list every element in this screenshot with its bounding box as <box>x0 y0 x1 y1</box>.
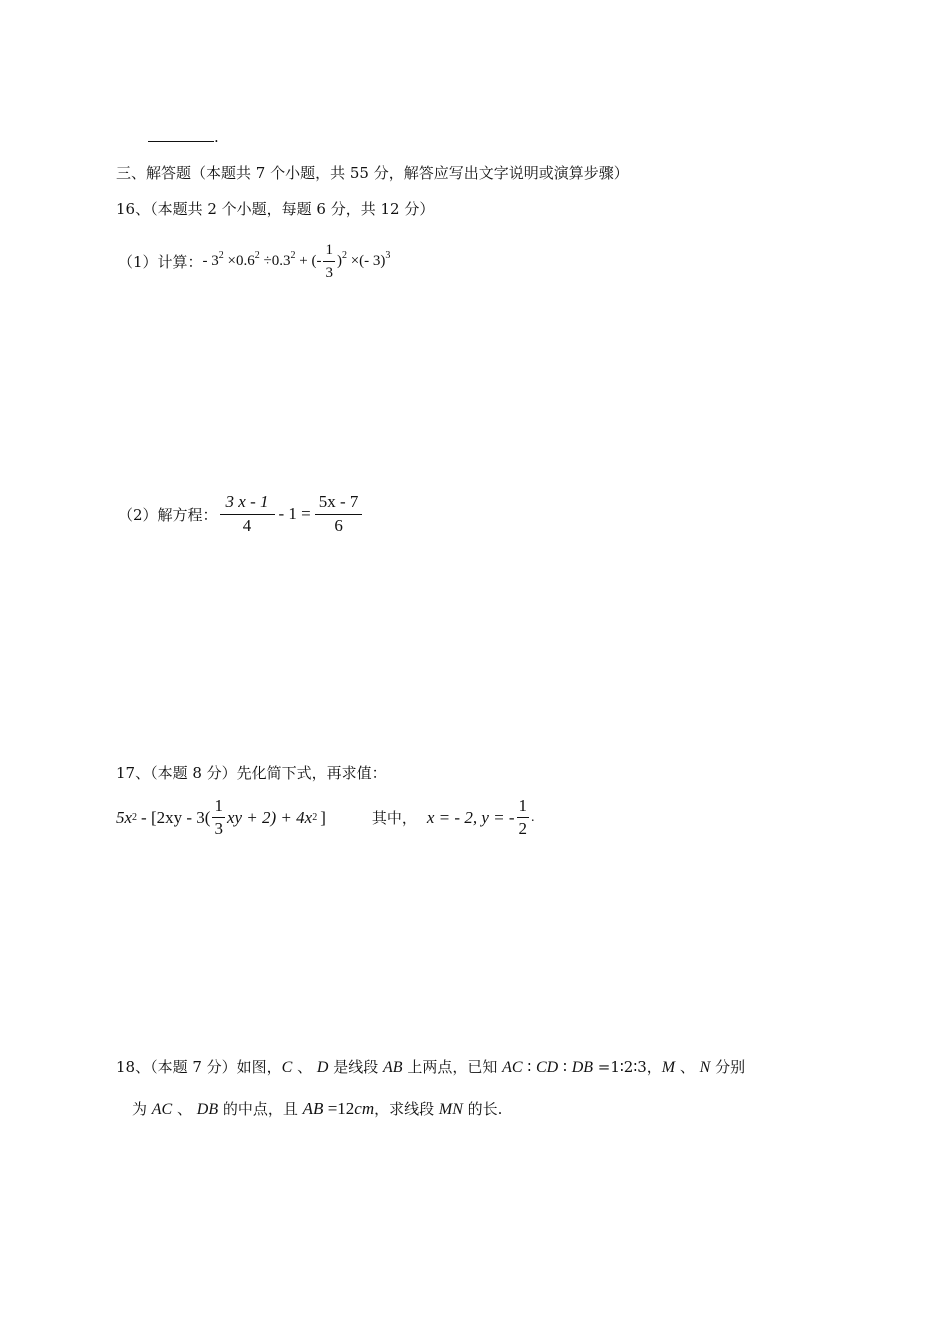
q17-heading: 17、（本题 8 分）先化简下式，再求值： <box>116 764 387 782</box>
q16-part1-expression <box>203 240 391 283</box>
section-heading: 三、解答题（本题共 7 个小题，共 55 分，解答应写出文字说明或演算步骤） <box>116 164 629 182</box>
equation <box>218 492 365 536</box>
segment-mn: MN <box>438 1101 463 1118</box>
fraction-one-third <box>212 796 225 839</box>
exponent: 2 <box>218 249 224 261</box>
fraction-denominator: 3 <box>214 819 223 838</box>
exponent: 2 <box>341 249 347 261</box>
blank-period: . <box>214 128 219 146</box>
fraction-one-half <box>517 796 530 839</box>
condition-period: . <box>531 809 535 825</box>
blank-underline <box>148 129 214 142</box>
expr-term: - [2xy - 3( <box>141 807 211 827</box>
segment-ac: AC <box>151 1101 173 1118</box>
q16-part1-label: （1）计算： <box>118 253 203 271</box>
point-c: C <box>281 1059 293 1076</box>
segment-db: DB <box>196 1101 219 1118</box>
fraction-denominator: 2 <box>518 819 527 838</box>
q18-text: ，求线段 <box>374 1100 439 1118</box>
segment-ab: AB <box>383 1059 403 1076</box>
segment-ab: AB <box>302 1099 324 1118</box>
fraction-denominator: 3 <box>325 265 333 281</box>
separator: 、 <box>675 1058 700 1076</box>
ratio-colon: ∶ <box>522 1058 536 1076</box>
expr-term: 5x <box>116 807 133 827</box>
q16-heading: 16、（本题共 2 个小题，每题 6 分，共 12 分） <box>116 200 435 218</box>
q18-text: 的长. <box>462 1100 503 1118</box>
q17-expression: 5x 2 - [2xy - 3( $\frac{1}{3}$ xy + 2) + 4x 2 ] <box>116 796 326 838</box>
q16-part1 <box>118 240 390 283</box>
segment-ac: AC <box>502 1059 523 1076</box>
ratio-colon: ∶ <box>558 1058 572 1076</box>
q18-line2 <box>132 1098 502 1119</box>
answer-blank-line <box>148 128 219 146</box>
fraction-one-third <box>323 240 335 283</box>
q18-line1 <box>116 1056 745 1077</box>
q18-text: 分别 <box>710 1058 746 1076</box>
exponent: 2 <box>254 249 260 261</box>
point-m: M <box>661 1059 676 1076</box>
expr-term: ×0.6 <box>227 252 255 269</box>
equation-middle: - 1 = <box>278 504 311 523</box>
expr-term: ÷0.3 <box>263 252 291 269</box>
fraction-numerator: 5x - 7 <box>315 492 363 515</box>
fraction-denominator: 4 <box>242 516 252 535</box>
separator: 、 <box>172 1100 197 1118</box>
exponent: 2 <box>290 249 296 261</box>
q17-expression-line <box>116 796 535 839</box>
condition-values: x = - 2, y = - <box>426 807 515 827</box>
q16-part2-label: （2）解方程： <box>118 505 218 524</box>
rhs-fraction <box>315 492 363 536</box>
fraction-numerator: 1 <box>517 796 530 818</box>
length-value: =12 <box>323 1099 355 1118</box>
q18-text: 18、（本题 7 分）如图， <box>116 1058 282 1076</box>
expr-term: ) <box>336 252 342 269</box>
fraction-numerator: 3 x - 1 <box>220 492 275 515</box>
expr-term: ×(- 3) <box>350 252 386 269</box>
expr-term: + (- <box>299 252 322 269</box>
separator: 、 <box>292 1058 317 1076</box>
exponent: 3 <box>385 249 391 261</box>
q18-text: 的中点，且 <box>218 1100 303 1118</box>
q18-text: 上两点，已知 <box>402 1058 503 1076</box>
unit-cm: cm <box>354 1099 375 1118</box>
expr-term: xy + 2) + 4x <box>226 807 313 827</box>
q18-text: 为 <box>132 1100 152 1118</box>
point-n: N <box>699 1059 711 1076</box>
ratio-values: =1∶2∶3， <box>593 1058 662 1076</box>
q17-condition <box>427 796 535 839</box>
lhs-fraction <box>220 492 275 536</box>
fraction-denominator: 6 <box>334 516 343 535</box>
segment-cd: CD <box>536 1059 559 1076</box>
expr-term: ] <box>320 807 326 827</box>
segment-db: DB <box>571 1059 594 1076</box>
fraction-numerator: 1 <box>212 796 225 818</box>
q18-text: 是线段 <box>328 1058 383 1076</box>
point-d: D <box>316 1059 329 1076</box>
fraction-numerator: 1 <box>323 240 335 262</box>
q16-part2 <box>118 492 364 536</box>
where-label: 其中， <box>371 809 417 827</box>
expr-term: - 3 <box>202 252 219 269</box>
